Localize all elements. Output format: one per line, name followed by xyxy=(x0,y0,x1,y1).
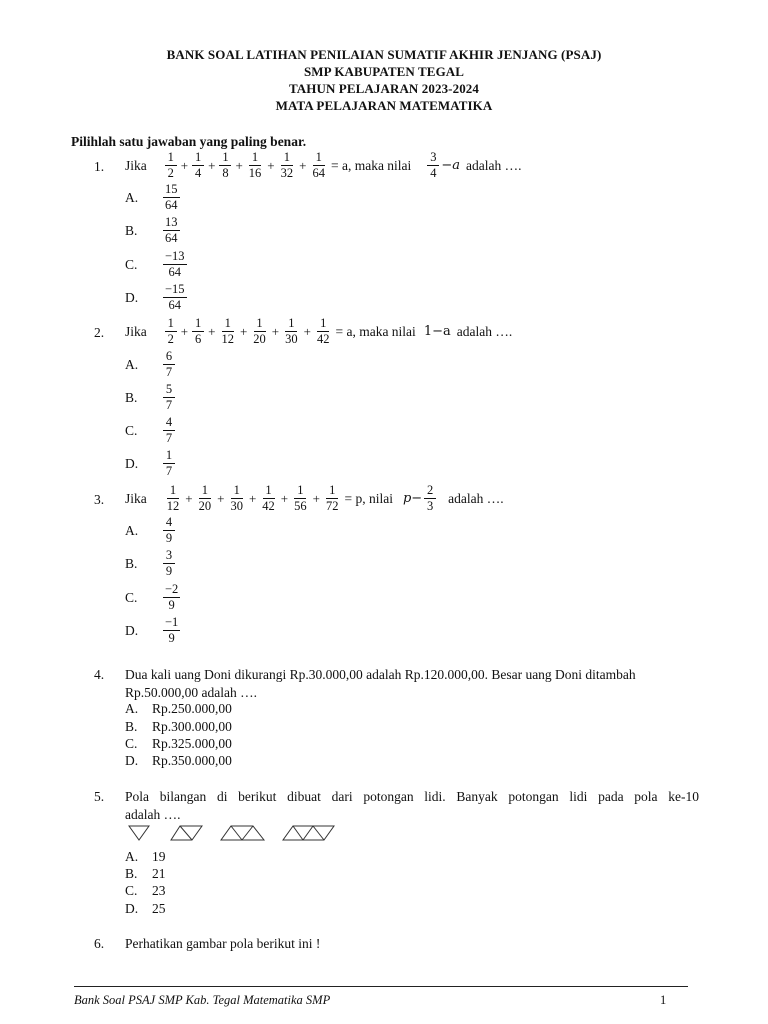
instruction: Pilihlah satu jawaban yang paling benar. xyxy=(71,134,307,149)
q1-option-b: B. $\frac{13}{64}$ xyxy=(125,215,178,245)
pattern-4-figure xyxy=(282,825,336,841)
q1-term-6: $\frac{1}{64}$ xyxy=(312,150,325,180)
q2-term-1: $\frac{1}{2}$ xyxy=(165,317,177,346)
q2-expr: 1−a xyxy=(423,324,451,339)
q2-option-c: C. $\frac{4}{7}$ xyxy=(125,416,177,445)
q4-text-line2: Rp.50.000,00 adalah …. xyxy=(125,685,257,700)
q1-term-1: $\frac{1}{2}$ xyxy=(165,151,177,180)
pattern-1-figure xyxy=(127,825,151,841)
q1-term-3: $\frac{1}{8}$ xyxy=(219,151,231,180)
q3-mid: = p, nilai xyxy=(344,490,393,506)
q1-expr-frac: $\frac{3}{4}$ xyxy=(427,151,439,180)
q1-expr-rest: −a xyxy=(441,158,460,173)
header-title: BANK SOAL LATIHAN PENILAIAN SUMATIF AKHIR JENJANG (PSAJ) xyxy=(166,47,602,62)
q3-option-d: D. $\frac{-1}{9}$ xyxy=(125,615,179,645)
q4-option-d: D. Rp.350.000,00 xyxy=(125,753,232,768)
q5-text-line2: adalah …. xyxy=(125,807,181,822)
q5-option-b: B. 21 xyxy=(125,866,166,881)
header-subject: MATA PELAJARAN MATEMATIKA xyxy=(275,98,493,113)
q5-text xyxy=(125,788,699,824)
q3-term-5: $\frac{1}{56}$ xyxy=(294,483,307,513)
q2-stem: Jika $\frac{1}{2}$ + $\frac{1}{6}$ + $\frac{1}{12}$ + $\frac{1}{20}$ + $\frac{1}{30}$ + $\frac{1}{42}$ = a, maka nilai 1−a adalah …. xyxy=(125,316,513,346)
q5-text-line1: Pola bilangan di berikut dibuat dari potongan lidi. Banyak potongan lidi pada pola ke-10 xyxy=(125,789,699,804)
q4-option-c: C. Rp.325.000,00 xyxy=(125,736,232,751)
q2-term-5: $\frac{1}{30}$ xyxy=(285,316,298,346)
q1-term-2: $\frac{1}{4}$ xyxy=(192,151,204,180)
q3-stem: Jika $\frac{1}{12}$ + $\frac{1}{20}$ + $\frac{1}{30}$ + $\frac{1}{42}$ + $\frac{1}{56}$ + $\frac{1}{72}$ = p, nilai p− $\frac{2}{3}$ adalah …. xyxy=(125,483,504,513)
q1-option-a: A. $\frac{15}{64}$ xyxy=(125,182,178,212)
header-year: TAHUN PELAJARAN 2023-2024 xyxy=(288,81,480,96)
q4-text xyxy=(125,666,699,702)
q1-term-5: $\frac{1}{32}$ xyxy=(280,150,294,180)
q2-term-6: $\frac{1}{42}$ xyxy=(316,316,330,346)
q3-term-1: $\frac{1}{12}$ xyxy=(166,483,180,513)
q2-term-2: $\frac{1}{6}$ xyxy=(192,317,204,346)
q2-number: 2. xyxy=(94,325,105,340)
q1-mid: = a, maka nilai xyxy=(330,157,412,173)
q2-option-b: B. $\frac{5}{7}$ xyxy=(125,383,177,412)
q5-number: 5. xyxy=(94,789,105,804)
q1-option-d: D. $\frac{-15}{64}$ xyxy=(125,282,185,312)
q3-expr-pre: p− xyxy=(402,491,423,506)
q3-jika: Jika xyxy=(125,490,147,506)
header-school: SMP KABUPATEN TEGAL xyxy=(303,64,465,79)
q5-option-a: A. 19 xyxy=(125,849,166,864)
document-header xyxy=(0,46,768,114)
q3-term-2: $\frac{1}{20}$ xyxy=(198,483,212,513)
q1-stem: Jika $\frac{1}{2}$ + $\frac{1}{4}$ + $\frac{1}{8}$ + $\frac{1}{16}$ + $\frac{1}{32}$ + $\frac{1}{64}$ = a, maka nilai $\frac{3}{4}$ −a adalah …. xyxy=(125,150,522,180)
footer-text: Bank Soal PSAJ SMP Kab. Tegal Matematika SMP xyxy=(74,993,331,1007)
q3-term-4: $\frac{1}{42}$ xyxy=(262,483,275,513)
q1-option-c: C. $\frac{-13}{64}$ xyxy=(125,249,185,279)
q2-jika: Jika xyxy=(125,323,147,339)
q2-option-a: A. $\frac{6}{7}$ xyxy=(125,350,177,379)
q3-expr-frac: $\frac{2}{3}$ xyxy=(424,484,436,513)
q1-number: 1. xyxy=(94,159,105,174)
q2-mid: = a, maka nilai xyxy=(335,323,416,339)
q2-term-3: $\frac{1}{12}$ xyxy=(221,316,234,346)
q3-term-6: $\frac{1}{72}$ xyxy=(325,483,339,513)
q3-term-3: $\frac{1}{30}$ xyxy=(230,483,243,513)
q6-text: Perhatikan gambar pola berikut ini ! xyxy=(125,936,321,951)
q1-term-4: $\frac{1}{16}$ xyxy=(248,150,262,180)
q5-option-d: D. 25 xyxy=(125,901,166,916)
q3-option-c: C. $\frac{-2}{9}$ xyxy=(125,582,179,612)
q1-end: adalah …. xyxy=(465,157,522,173)
q4-option-a: A. Rp.250.000,00 xyxy=(125,701,232,716)
pattern-3-figure xyxy=(220,825,266,841)
q6-number: 6. xyxy=(94,936,105,951)
q4-number: 4. xyxy=(94,667,105,682)
q5-option-c: C. 23 xyxy=(125,883,166,898)
q3-end: adalah …. xyxy=(448,490,504,506)
q4-text-line1: Dua kali uang Doni dikurangi Rp.30.000,00 adalah Rp.120.000,00. Besar uang Doni ditambah xyxy=(125,667,636,682)
q1-jika: Jika xyxy=(125,157,147,173)
q3-option-b: B. $\frac{3}{9}$ xyxy=(125,549,177,578)
q3-option-a: A. $\frac{4}{9}$ xyxy=(125,516,177,545)
q3-number: 3. xyxy=(94,492,105,507)
q4-option-b: B. Rp.300.000,00 xyxy=(125,719,232,734)
q2-term-4: $\frac{1}{20}$ xyxy=(253,316,266,346)
page-number: 1 xyxy=(660,993,667,1007)
footer-divider xyxy=(74,986,688,987)
q2-option-d: D. $\frac{1}{7}$ xyxy=(125,449,177,478)
q2-end: adalah …. xyxy=(456,323,513,339)
pattern-2-figure xyxy=(170,825,204,841)
